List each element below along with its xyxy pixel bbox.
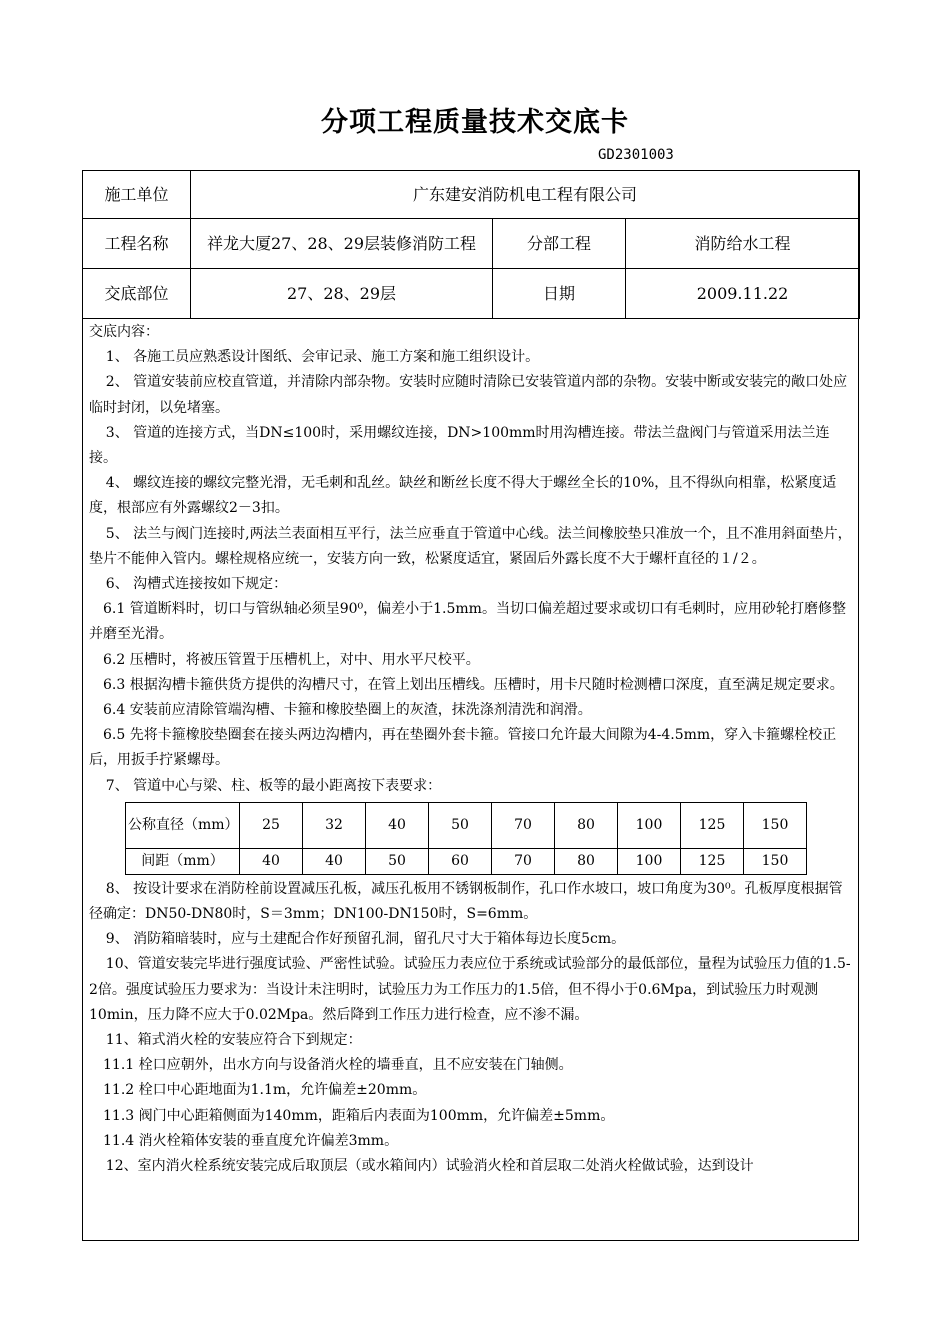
content-item: 5、 法兰与阀门连接时,两法兰表面相互平行，法兰应垂直于管道中心线。法兰间橡胶垫只准放一个，且不准用斜面垫片，垫片不能伸入管内。螺栓规格应统一，安装方向一致，松紧度适宜，紧固后外露长度不大于螺杆直径的１/２。	[89, 525, 852, 567]
distance-cell: 125	[681, 848, 744, 874]
content-item: 11.2 栓口中心距地面为1.1m，允许偏差±20mm。	[103, 1082, 427, 1099]
unit-value: 广东建安消防机电工程有限公司	[191, 171, 860, 219]
content-item: 2、 管道安装前应校直管道，并清除内部杂物。安装时应随时清除已安装管道内部的杂物。安装中断或安装完的敞口处应临时封闭，以免堵塞。	[89, 374, 848, 416]
content-item: 12、室内消火栓系统安装完成后取顶层（或水箱间内）试验消火栓和首层取二处消火栓做试验，达到设计	[105, 1158, 754, 1175]
document-title: 分项工程质量技术交底卡	[321, 107, 629, 138]
content-item: 6.3 根据沟槽卡箍供货方提供的沟槽尺寸，在管上划出压槽线。压槽时，用卡尺随时检测槽口深度，直至满足规定要求。	[103, 676, 844, 693]
distance-cell: 100	[618, 848, 681, 874]
distance-cell: 32	[303, 802, 366, 848]
content-item: 6、 沟槽式连接按如下规定：	[105, 576, 288, 593]
distance-cell: 40	[366, 802, 429, 848]
header-table	[82, 170, 860, 319]
content-item: 6.5 先将卡箍橡胶垫圈套在接头两边沟槽内，再在垫圈外套卡箍。管接口允许最大间隙为4-4.5mm，穿入卡箍螺栓校正后，用扳手拧紧螺母。	[89, 727, 837, 769]
sub-project-label: 分部工程	[493, 219, 626, 269]
content-item: 10、管道安装完毕进行强度试验、严密性试验。试验压力表应位于系统或试验部分的最低部位，量程为试验压力值的1.5-2倍。强度试验压力要求为：当设计未注明时，试验压力为工作压力的1.5倍，但不得小于0.6Mpa，到试验压力时观测10min，压力降不应大于0.02Mpa。然后降到工作压力进行检查，应不渗不漏。	[89, 956, 851, 1023]
unit-label: 施工单位	[83, 171, 191, 219]
distance-cell: 25	[240, 802, 303, 848]
project-label: 工程名称	[83, 219, 191, 269]
date-label: 日期	[493, 269, 626, 319]
distance-cell: 125	[681, 802, 744, 848]
distance-cell: 70	[492, 848, 555, 874]
content-item: 6.1 管道断料时，切口与管纵轴必须呈90⁰，偏差小于1.5mm。当切口偏差超过要求或切口有毛刺时，应用砂轮打磨修整并磨至光滑。	[89, 601, 846, 643]
content-body	[89, 320, 855, 1179]
distance-cell: 70	[492, 802, 555, 848]
date-value: 2009.11.22	[626, 269, 860, 319]
content-item: 3、 管道的连接方式，当DN≤100时，采用螺纹连接，DN>100mm时用沟槽连接。带法兰盘阀门与管道采用法兰连接。	[89, 424, 830, 467]
content-item: 7、 管道中心与梁、柱、板等的最小距离按下表要求：	[105, 777, 442, 794]
distance-cell: 150	[744, 802, 807, 848]
distance-cell: 150	[744, 848, 807, 874]
distance-row2-label: 间距（mm）	[126, 848, 240, 874]
distance-cell: 80	[555, 802, 618, 848]
content-item: 6.2 压槽时，将被压管置于压槽机上，对中、用水平尺校平。	[103, 651, 480, 668]
content-label: 交底内容：	[89, 324, 159, 340]
document-code: GD2301003	[598, 147, 674, 163]
distance-cell: 50	[429, 802, 492, 848]
content-item: 8、 按设计要求在消防栓前设置减压孔板，减压孔板用不锈钢板制作，孔口作水坡口，坡口角度为30⁰。孔板厚度根据管径确定：DN50-DN80时，S＝3mm；DN100-DN150时，S=6mm。	[89, 880, 843, 923]
content-item: 6.4 安装前应清除管端沟槽、卡箍和橡胶垫圈上的灰渣，抹洗涤剂清洗和润滑。	[103, 702, 592, 719]
content-item: 9、 消防箱暗装时，应与土建配合作好预留孔洞，留孔尺寸大于箱体每边长度5cm。	[105, 931, 626, 948]
distance-cell: 80	[555, 848, 618, 874]
distance-cell: 100	[618, 802, 681, 848]
distance-row1-label: 公称直径（mm）	[126, 802, 240, 848]
distance-table	[125, 802, 807, 875]
distance-cell: 50	[366, 848, 429, 874]
sub-project-value: 消防给水工程	[626, 219, 860, 269]
distance-cell: 40	[240, 848, 303, 874]
content-item: 11、箱式消火栓的安装应符合下到规定：	[105, 1032, 362, 1049]
content-item: 11.4 消火栓箱体安装的垂直度允许偏差3mm。	[103, 1132, 399, 1149]
distance-cell: 60	[429, 848, 492, 874]
content-item: 4、 螺纹连接的螺纹完整光滑，无毛刺和乱丝。缺丝和断丝长度不得大于螺丝全长的10%，且不得纵向相靠，松紧度适度，根部应有外露螺纹2－3扣。	[89, 475, 837, 517]
distance-cell: 40	[303, 848, 366, 874]
content-item: 11.1 栓口应朝外，出水方向与设备消火栓的墙垂直，且不应安装在门轴侧。	[103, 1057, 573, 1074]
part-label: 交底部位	[83, 269, 191, 319]
content-item: 1、 各施工员应熟悉设计图纸、会审记录、施工方案和施工组织设计。	[105, 349, 540, 366]
project-value: 祥龙大厦27、28、29层装修消防工程	[191, 219, 493, 269]
content-item: 11.3 阀门中心距箱侧面为140mm，距箱后内表面为100mm，允许偏差±5mm。	[103, 1107, 615, 1124]
part-value: 27、28、29层	[191, 269, 493, 319]
